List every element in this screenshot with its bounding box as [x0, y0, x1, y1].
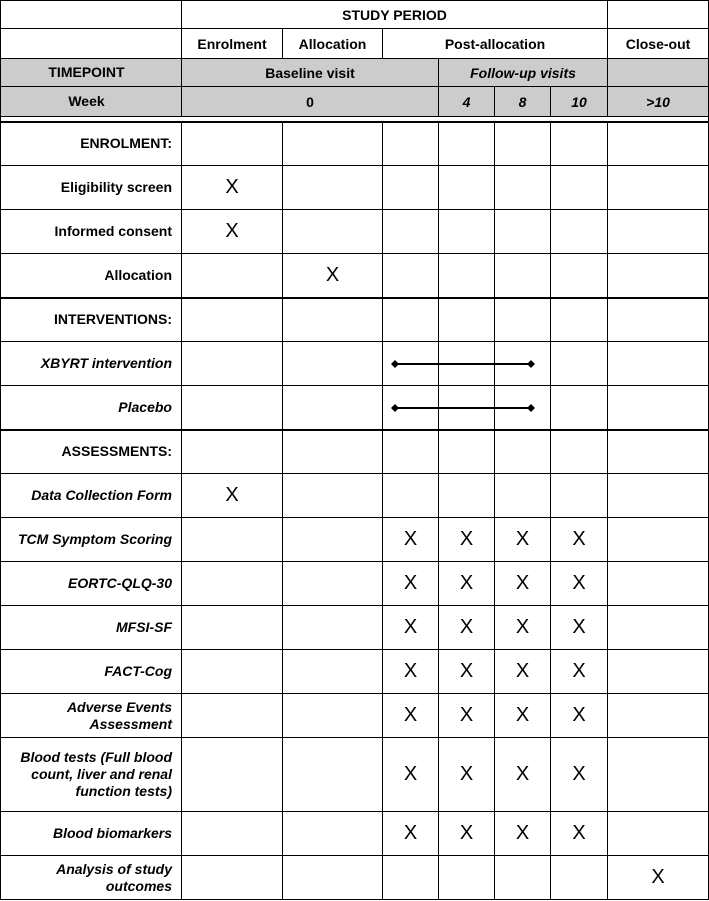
- allocation-header: Allocation: [283, 29, 383, 59]
- section-enrolment: ENROLMENT:: [1, 122, 182, 166]
- mark-x: X: [551, 606, 608, 650]
- table-row: [1, 650, 709, 694]
- table-row: [1, 122, 709, 166]
- baseline-visit-header: Baseline visit: [182, 59, 439, 87]
- timepoint-label: TIMEPOINT: [1, 59, 182, 87]
- row-tcm: TCM Symptom Scoring: [1, 518, 182, 562]
- mark-x: X: [439, 606, 495, 650]
- row-mfsi: MFSI-SF: [1, 606, 182, 650]
- mark-x: X: [495, 562, 551, 606]
- mark-x: X: [283, 254, 383, 298]
- row-adverse: Adverse Events Assessment: [1, 694, 182, 738]
- row-biomarkers: Blood biomarkers: [1, 812, 182, 856]
- row-xbyrt: XBYRT intervention: [1, 342, 182, 386]
- mark-x: X: [383, 518, 439, 562]
- week-8: 8: [495, 87, 551, 117]
- mark-x: X: [495, 650, 551, 694]
- table-row: [1, 430, 709, 474]
- enrolment-header: Enrolment: [182, 29, 283, 59]
- post-allocation-header: Post-allocation: [383, 29, 608, 59]
- row-dcf: Data Collection Form: [1, 474, 182, 518]
- mark-x: X: [182, 474, 283, 518]
- row-blood-tests: Blood tests (Full blood count, liver and renal function tests): [1, 738, 182, 812]
- table-row: [1, 606, 709, 650]
- row-consent: Informed consent: [1, 210, 182, 254]
- mark-x: X: [439, 650, 495, 694]
- mark-x: X: [551, 650, 608, 694]
- row-factcog: FACT-Cog: [1, 650, 182, 694]
- mark-x: X: [439, 518, 495, 562]
- follow-up-visits-header: Follow-up visits: [439, 59, 608, 87]
- table-row: [1, 254, 709, 298]
- mark-x: X: [551, 562, 608, 606]
- table-row: [1, 386, 709, 430]
- mark-x: X: [383, 694, 439, 738]
- study-period-header: STUDY PERIOD: [182, 1, 608, 29]
- table-row: [1, 342, 709, 386]
- placebo-duration-arrow: [391, 402, 535, 414]
- table-row: [1, 738, 709, 812]
- mark-x: X: [182, 166, 283, 210]
- week-label: Week: [1, 87, 182, 117]
- mark-x: X: [439, 694, 495, 738]
- table-row: [1, 812, 709, 856]
- mark-x: X: [439, 812, 495, 856]
- table-row: [1, 298, 709, 342]
- mark-x: X: [439, 738, 495, 812]
- week-0: 0: [182, 87, 439, 117]
- row-eortc: EORTC-QLQ-30: [1, 562, 182, 606]
- timepoint-blank: [608, 59, 709, 87]
- row-eligibility: Eligibility screen: [1, 166, 182, 210]
- week-4: 4: [439, 87, 495, 117]
- xbyrt-duration-arrow: [391, 358, 535, 370]
- row-allocation: Allocation: [1, 254, 182, 298]
- mark-x: X: [383, 812, 439, 856]
- table-row: [1, 166, 709, 210]
- mark-x: X: [383, 738, 439, 812]
- section-assessments: ASSESSMENTS:: [1, 430, 182, 474]
- table-row: [1, 562, 709, 606]
- close-out-header: Close-out: [608, 29, 709, 59]
- mark-x: X: [182, 210, 283, 254]
- mark-x: X: [495, 738, 551, 812]
- mark-x: X: [551, 738, 608, 812]
- mark-x: X: [439, 562, 495, 606]
- row-analysis: Analysis of study outcomes: [1, 856, 182, 900]
- header-blank: [1, 1, 182, 29]
- mark-x: X: [383, 606, 439, 650]
- mark-x: X: [608, 856, 709, 900]
- mark-x: X: [383, 650, 439, 694]
- table-row: [1, 210, 709, 254]
- mark-x: X: [495, 606, 551, 650]
- table-row: [1, 694, 709, 738]
- mark-x: X: [551, 694, 608, 738]
- table-row: [1, 518, 709, 562]
- mark-x: X: [495, 518, 551, 562]
- header-blank-right: [608, 1, 709, 29]
- mark-x: X: [383, 562, 439, 606]
- mark-x: X: [551, 518, 608, 562]
- header-blank-2: [1, 29, 182, 59]
- row-placebo: Placebo: [1, 386, 182, 430]
- week-gt10: >10: [608, 87, 709, 117]
- table-row: [1, 856, 709, 900]
- section-interventions: INTERVENTIONS:: [1, 298, 182, 342]
- table-row: [1, 474, 709, 518]
- mark-x: X: [495, 694, 551, 738]
- mark-x: X: [551, 812, 608, 856]
- week-10: 10: [551, 87, 608, 117]
- mark-x: X: [495, 812, 551, 856]
